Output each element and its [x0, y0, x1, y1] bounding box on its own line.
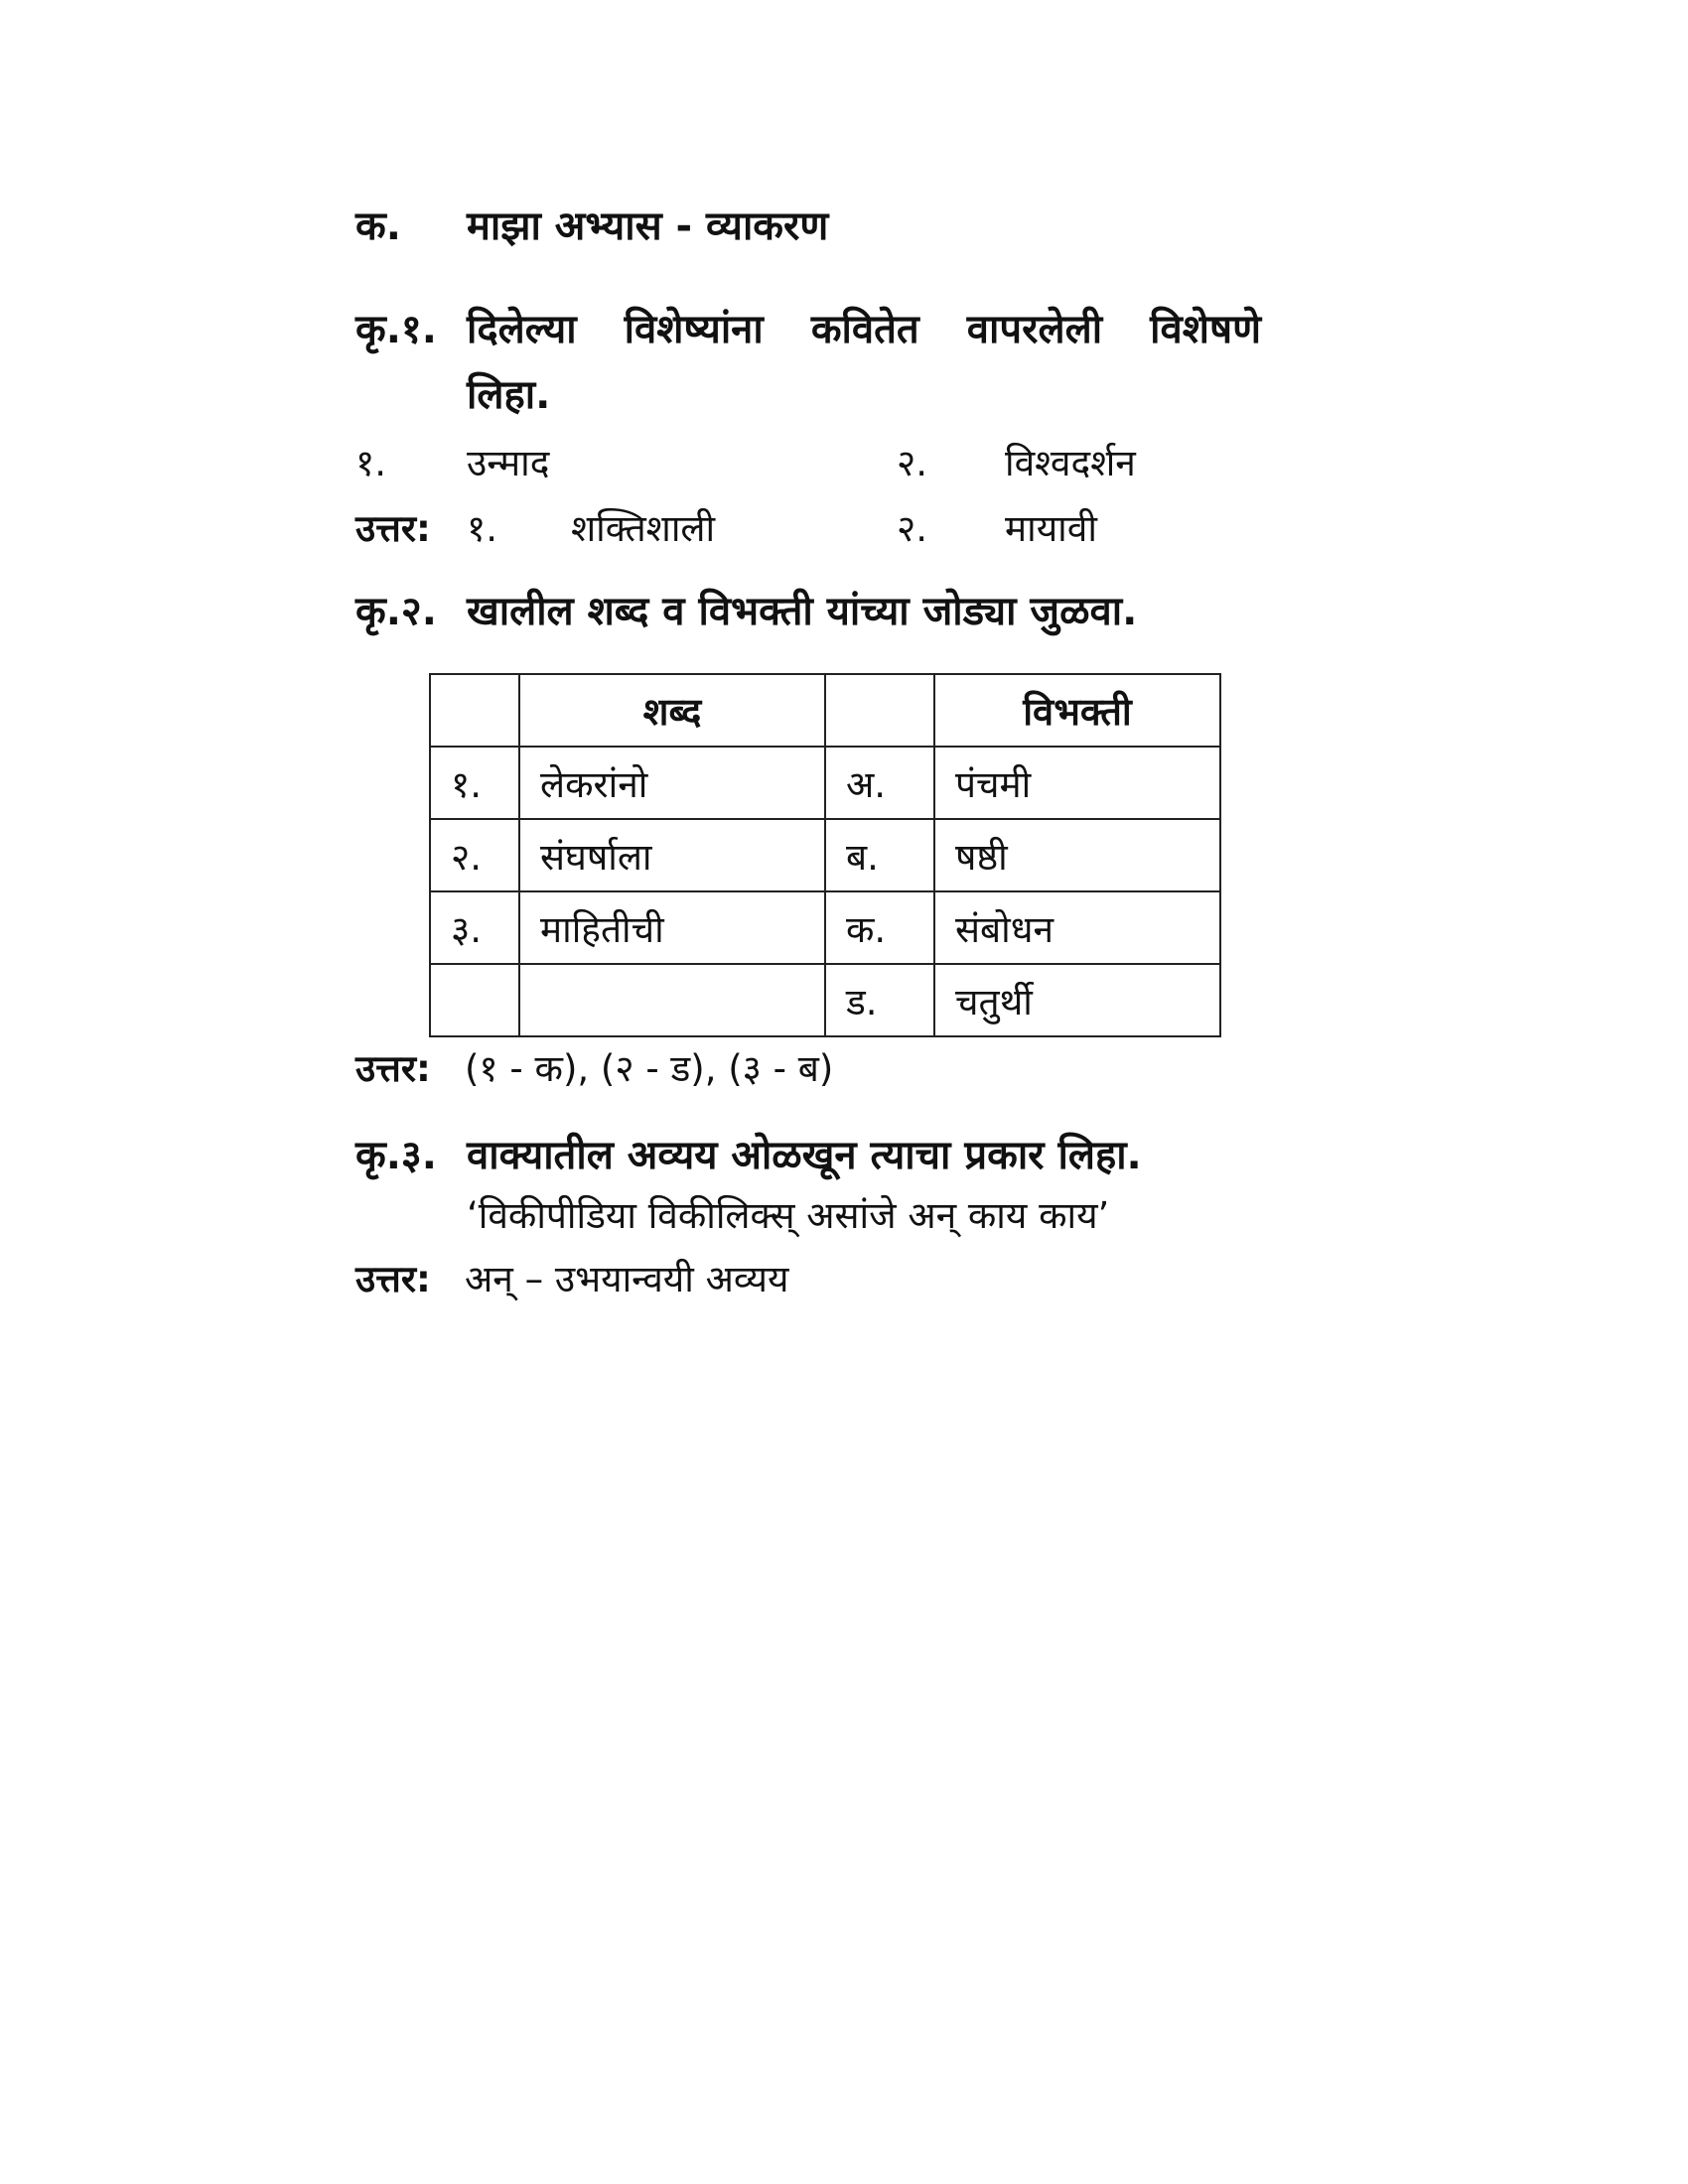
answer-3-text: अन् – उभयान्वयी अव्यय: [465, 1258, 789, 1300]
table-cell-case: षष्ठी: [934, 819, 1220, 891]
question-1-item-1-number: १.: [355, 442, 387, 484]
table-cell-letter: अ.: [825, 747, 934, 819]
section-label: क.: [355, 204, 401, 249]
table-header-word: शब्द: [519, 674, 825, 747]
question-1-item-2-word: विश्वदर्शन: [1005, 442, 1136, 484]
table-cell-case: संबोधन: [934, 891, 1220, 964]
question-1-text: दिलेल्या विशेष्यांना कवितेत वापरलेली विशेषणे: [467, 307, 1261, 352]
answer-1-item-2-number: २.: [897, 507, 928, 550]
answer-1-item-1-number: १.: [467, 507, 498, 550]
answer-2-label: उत्तर:: [355, 1047, 431, 1090]
table-cell-case: चतुर्थी: [934, 964, 1220, 1036]
match-table: [429, 673, 1221, 1037]
table-cell-case: पंचमी: [934, 747, 1220, 819]
table-row: [430, 819, 1220, 891]
question-2-text: खालील शब्द व विभक्ती यांच्या जोड्या जुळवा.: [467, 589, 1138, 634]
table-row: [430, 747, 1220, 819]
section-title: माझा अभ्यास - व्याकरण: [467, 204, 829, 249]
answer-1-label: उत्तर:: [355, 507, 431, 550]
question-1-item-1-word: उन्माद: [467, 442, 550, 484]
question-1-text-continued: लिहा.: [467, 372, 551, 418]
answer-1-item-1-word: शक्तिशाली: [571, 507, 716, 550]
table-cell-number: ३.: [430, 891, 519, 964]
question-1-number: कृ.१.: [355, 307, 437, 352]
question-1-item-2-number: २.: [897, 442, 928, 484]
table-cell-letter: ड.: [825, 964, 934, 1036]
table-cell-word: [519, 964, 825, 1036]
table-cell-number: २.: [430, 819, 519, 891]
table-header-cell: [825, 674, 934, 747]
question-3-number: कृ.३.: [355, 1133, 437, 1178]
answer-2-text: (१ - क), (२ - ड), (३ - ब): [465, 1047, 834, 1090]
table-cell-word: संघर्षाला: [519, 819, 825, 891]
question-2-number: कृ.२.: [355, 589, 437, 634]
table-header-cell: [430, 674, 519, 747]
table-cell-word: लेकरांनो: [519, 747, 825, 819]
question-3-quote: ‘विकीपीडिया विकीलिक्स् असांजे अन् काय काय’: [467, 1194, 1110, 1237]
answer-3-label: उत्तर:: [355, 1258, 431, 1300]
question-3-text: वाक्यातील अव्यय ओळखून त्याचा प्रकार लिहा.: [467, 1133, 1142, 1178]
table-header-case: विभक्ती: [934, 674, 1220, 747]
table-cell-letter: क.: [825, 891, 934, 964]
table-cell-letter: ब.: [825, 819, 934, 891]
table-header-row: [430, 674, 1220, 747]
answer-1-item-2-word: मायावी: [1005, 507, 1097, 550]
table-row: [430, 891, 1220, 964]
table-cell-number: १.: [430, 747, 519, 819]
table-cell-word: माहितीची: [519, 891, 825, 964]
table-cell-number: [430, 964, 519, 1036]
table-row: [430, 964, 1220, 1036]
